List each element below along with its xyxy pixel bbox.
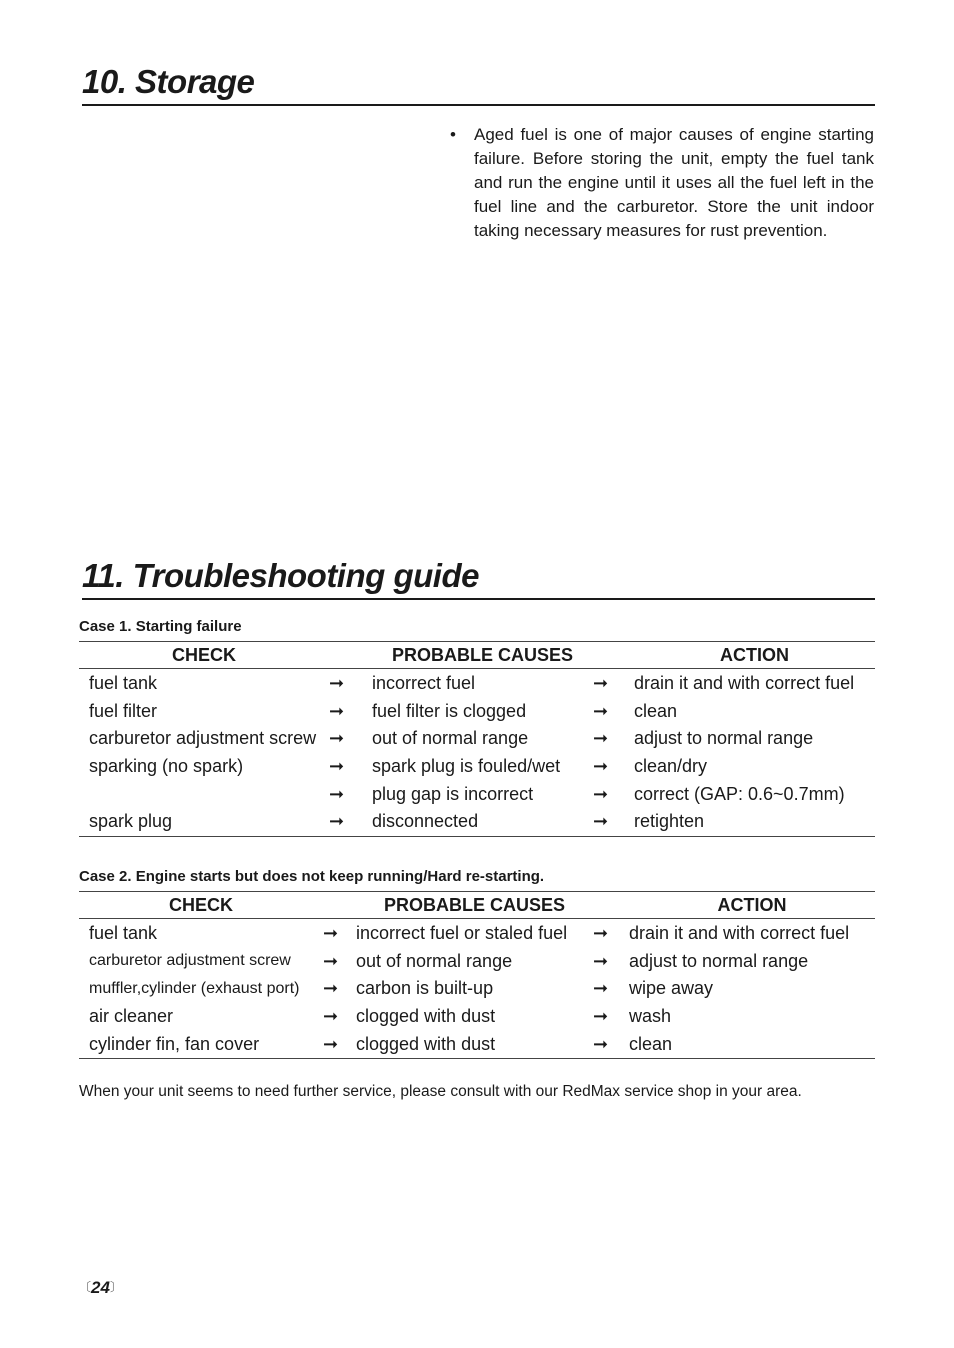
probable-causes-header: PROBABLE CAUSES bbox=[356, 892, 593, 919]
action-cell: clean bbox=[629, 1030, 875, 1058]
action-cell: clean/dry bbox=[634, 756, 708, 777]
table-row bbox=[79, 780, 875, 808]
page-bracket-close: 〕 bbox=[109, 1280, 122, 1294]
arrow-icon: ➞ bbox=[593, 1006, 609, 1027]
action-header: ACTION bbox=[634, 642, 875, 669]
check-cell: fuel filter bbox=[89, 700, 158, 721]
case1-table bbox=[79, 641, 875, 837]
check-cell: sparking (no spark) bbox=[89, 756, 244, 777]
page-number-value: 24 bbox=[91, 1278, 110, 1297]
check-cell: fuel tank bbox=[89, 923, 158, 944]
arrow-icon: ➞ bbox=[323, 1006, 339, 1027]
table-row bbox=[79, 725, 875, 753]
page-number bbox=[79, 1278, 122, 1298]
arrow-icon: ➞ bbox=[593, 673, 609, 694]
arrow-icon: ➞ bbox=[329, 783, 345, 804]
check-cell: carburetor adjustment screw bbox=[89, 952, 291, 970]
bullet-point: • bbox=[450, 125, 456, 144]
troubleshooting-section-title: 11. Troubleshooting guide bbox=[82, 556, 875, 600]
arrow-icon: ➞ bbox=[329, 756, 345, 777]
action-cell: drain it and with correct fuel bbox=[629, 923, 850, 944]
cause-cell: out of normal range bbox=[356, 950, 513, 971]
arrow-icon: ➞ bbox=[593, 1030, 629, 1058]
check-cell: muffler,cylinder (exhaust port) bbox=[89, 979, 300, 997]
case2-table bbox=[79, 891, 875, 1059]
cause-cell: clogged with dust bbox=[356, 1030, 593, 1058]
table-header-row bbox=[79, 642, 875, 669]
cause-cell: clogged with dust bbox=[356, 1006, 496, 1027]
arrow-icon: ➞ bbox=[593, 756, 609, 777]
table-header-row bbox=[79, 892, 875, 919]
cause-cell: out of normal range bbox=[372, 728, 529, 749]
check-cell: air cleaner bbox=[89, 1006, 174, 1027]
case1-title: Case 1. Starting failure bbox=[79, 618, 242, 635]
arrow-icon: ➞ bbox=[323, 923, 339, 944]
storage-bullet-text: Aged fuel is one of major causes of engine starting failure. Before storing the unit, empty the fuel tank and run the engine until it uses all the fuel left in the fuel line and the carburetor. Store the unit indoor taking necessary measures for rust prevention. bbox=[474, 125, 874, 240]
table-row bbox=[79, 753, 875, 781]
arrow-icon: ➞ bbox=[323, 1030, 356, 1058]
check-cell: spark plug bbox=[79, 808, 329, 836]
case1-rows bbox=[79, 669, 875, 837]
service-note: When your unit seems to need further service, please consult with our RedMax service shop in your area. bbox=[79, 1083, 802, 1100]
probable-causes-header: PROBABLE CAUSES bbox=[372, 642, 593, 669]
arrow-icon: ➞ bbox=[329, 728, 345, 749]
arrow-icon: ➞ bbox=[593, 950, 609, 971]
action-cell: adjust to normal range bbox=[629, 950, 809, 971]
table-row bbox=[79, 808, 875, 836]
check-cell: carburetor adjustment screw bbox=[89, 728, 317, 749]
cause-cell: spark plug is fouled/wet bbox=[372, 756, 561, 777]
cause-cell: fuel filter is clogged bbox=[372, 700, 527, 721]
cause-cell: incorrect fuel bbox=[372, 673, 476, 694]
arrow-icon: ➞ bbox=[593, 923, 609, 944]
arrow-icon: ➞ bbox=[593, 808, 634, 836]
action-header: ACTION bbox=[629, 892, 875, 919]
check-cell: fuel tank bbox=[89, 673, 158, 694]
action-cell: correct (GAP: 0.6~0.7mm) bbox=[634, 783, 845, 804]
check-cell: cylinder fin, fan cover bbox=[79, 1030, 323, 1058]
arrow-icon: ➞ bbox=[329, 700, 345, 721]
arrow-icon: ➞ bbox=[323, 978, 339, 999]
action-cell: retighten bbox=[634, 808, 875, 836]
cause-cell: plug gap is incorrect bbox=[372, 783, 534, 804]
action-cell: drain it and with correct fuel bbox=[634, 673, 855, 694]
case2-rows bbox=[79, 919, 875, 1059]
table-row bbox=[79, 919, 875, 948]
cause-cell: disconnected bbox=[372, 808, 593, 836]
storage-section-title: 10. Storage bbox=[82, 62, 875, 106]
arrow-icon: ➞ bbox=[323, 950, 339, 971]
arrow-icon: ➞ bbox=[329, 808, 372, 836]
cause-cell: incorrect fuel or staled fuel bbox=[356, 923, 568, 944]
action-cell: wash bbox=[629, 1006, 672, 1027]
table-row bbox=[79, 975, 875, 1003]
arrow-icon: ➞ bbox=[593, 783, 609, 804]
action-cell: clean bbox=[634, 700, 678, 721]
check-header: CHECK bbox=[79, 892, 323, 919]
table-row bbox=[79, 948, 875, 976]
check-cell bbox=[79, 780, 329, 808]
arrow-icon: ➞ bbox=[593, 700, 609, 721]
table-row bbox=[79, 669, 875, 698]
storage-bullet bbox=[450, 123, 874, 243]
cause-cell: carbon is built-up bbox=[356, 978, 494, 999]
table-row bbox=[79, 1003, 875, 1031]
table-row bbox=[79, 1030, 875, 1058]
case2-title: Case 2. Engine starts but does not keep running/Hard re-starting. bbox=[79, 868, 545, 885]
table-row bbox=[79, 698, 875, 726]
action-cell: adjust to normal range bbox=[634, 728, 814, 749]
check-header: CHECK bbox=[79, 642, 329, 669]
action-cell: wipe away bbox=[629, 978, 714, 999]
arrow-icon: ➞ bbox=[329, 673, 345, 694]
page-bracket-open: 〔 bbox=[79, 1280, 92, 1294]
arrow-icon: ➞ bbox=[593, 728, 609, 749]
arrow-icon: ➞ bbox=[593, 978, 609, 999]
